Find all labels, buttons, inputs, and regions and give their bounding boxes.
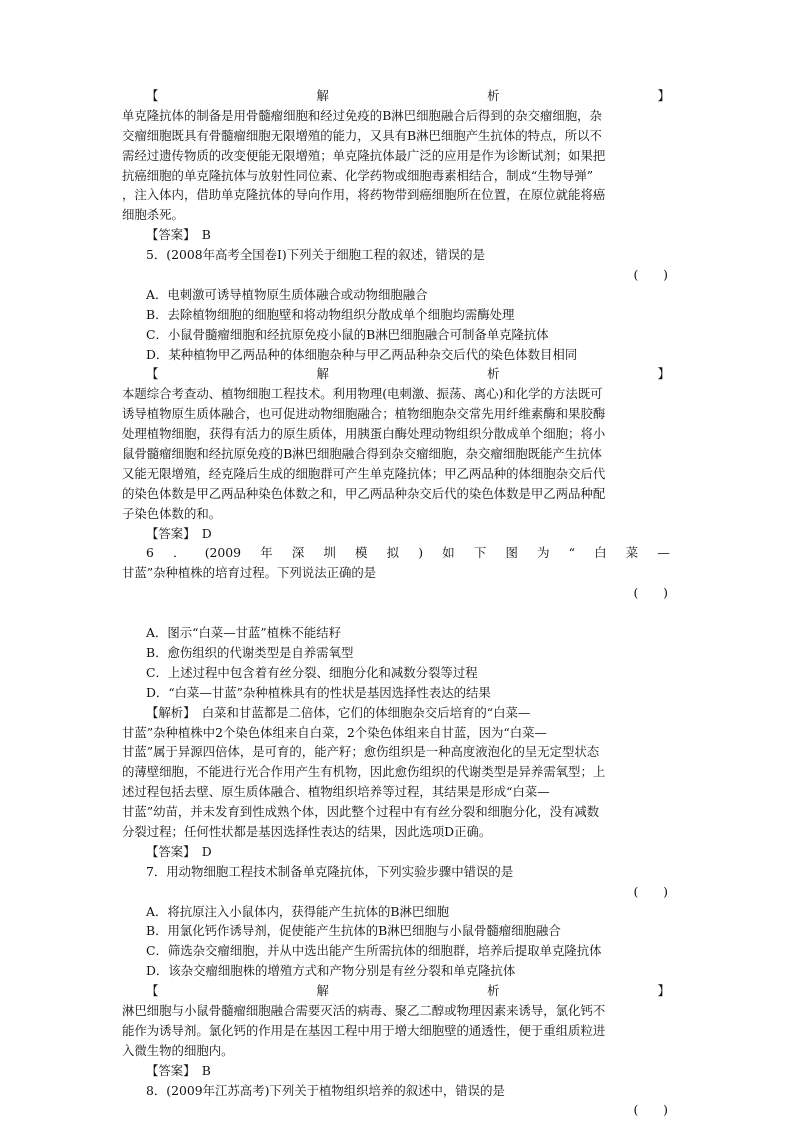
figure-space	[122, 603, 670, 623]
analysis-heading: 【 解 析 】	[146, 983, 670, 999]
document-page	[122, 86, 670, 1120]
answer-blank: ( )	[633, 267, 668, 283]
answer-blank: ( )	[633, 1102, 668, 1118]
question-7-options: A．将抗原注入小鼠体内，获得能产生抗体的B淋巴细胞 B．用氯化钙作诱导剂，促使能产生抗体的B淋巴细胞与小鼠骨髓瘤细胞融合 C．筛选杂交瘤细胞，并从中选出能产生所需抗体的细胞群，培养后提取单克隆抗体 D．该杂交瘤细胞株的增殖方式和产物分别是有丝分裂和单克隆抗体	[146, 903, 602, 979]
question-6-continued: 甘蓝”杂种植株的培育过程。下列说法正确的是	[122, 565, 377, 581]
question-5: 5．(2008年高考全国卷Ⅰ)下列关于细胞工程的叙述，错误的是	[146, 247, 485, 263]
question-7: 7．用动物细胞工程技术制备单克隆抗体，下列实验步骤中错误的是	[146, 863, 514, 879]
analysis-paragraph: 【解析】 白菜和甘蓝都是二倍体，它们的体细胞杂交后培育的“白菜— 甘蓝”杂种植株中2个染色体组来自白菜，2个染色体组来自甘蓝，因为“白菜— 甘蓝”属于异源四倍体，是可育的，能产籽；愈伤组织是一种高度液泡化的呈无定型状态 的薄壁细胞，不能进行光合作用产生有机物，因此愈伤组织的代谢类型是异养需氧型；上 述过程包括去壁、原生质体融合、植物组织培养等过程，其结果是形成“白菜— 甘蓝”幼苗，并未发育到性成熟个体，因此整个过程中有有丝分裂和细胞分化，没有减数 分裂过程；任何性状都是基因选择性表达的结果，因此选项D正确。	[122, 704, 606, 839]
answer-line: 【答案】 B	[146, 1062, 211, 1078]
analysis-paragraph: 本题综合考查动、植物细胞工程技术。利用物理(电刺激、振荡、离心)和化学的方法既可 诱导植物原生质体融合，也可促进动物细胞融合；植物细胞杂交常先用纤维素酶和果胶酶 处理植物细胞，获得有活力的原生质体，用胰蛋白酶处理动物组织分散成单个细胞；将小 鼠骨髓瘤细胞和经抗原免疫的B淋巴细胞融合得到杂交瘤细胞，杂交瘤细胞既能产生抗体 又能无限增殖，经克隆后生成的细胞群可产生单克隆抗体；甲乙两品种的体细胞杂交后代 的染色体数是甲乙两品种染色体数之和，甲乙两品种杂交后代的染色体数是甲乙两品种配 子染色体数的和。	[122, 386, 606, 521]
answer-line: 【答案】 D	[146, 525, 212, 541]
question-6: 6 ． (2009 年 深 圳 模 拟 ) 如 下 图 为 “ 白 菜 —	[146, 545, 670, 561]
analysis-heading: 【 解 析 】	[146, 88, 670, 103]
answer-line: 【答案】 B	[146, 227, 211, 243]
question-6-options: A．图示“白菜—甘蓝”植株不能结籽 B．愈伤组织的代谢类型是自养需氧型 C．上述过程中包含着有丝分裂、细胞分化和减数分裂等过程 D．“白菜—甘蓝”杂种植株具有的性状是基因选择性表达的结果	[146, 625, 491, 700]
question-8: 8．(2009年江苏高考)下列关于植物组织培养的叙述中，错误的是	[146, 1082, 505, 1098]
analysis-paragraph: 单克隆抗体的制备是用骨髓瘤细胞和经过免疫的B淋巴细胞融合后得到的杂交瘤细胞，杂 交瘤细胞既具有骨髓瘤细胞无限增殖的能力，又具有B淋巴细胞产生抗体的特点，所以不 需经过遗传物质的改变便能无限增殖；单克隆抗体最广泛的应用是作为诊断试剂；如果把 抗癌细胞的单克隆抗体与放射性同位素、化学药物或细胞毒素相结合，制成“生物导弹” ，注入体内，借助单克隆抗体的导向作用，将药物带到癌细胞所在位置，在原位就能将癌 细胞杀死。	[122, 107, 606, 223]
answer-blank: ( )	[633, 585, 668, 601]
analysis-heading: 【 解 析 】	[146, 366, 670, 382]
answer-line: 【答案】 D	[146, 843, 212, 859]
question-5-options: A．电刺激可诱导植物原生质体融合或动物细胞融合 B．去除植物细胞的细胞壁和将动物组织分散成单个细胞均需酶处理 C．小鼠骨髓瘤细胞和经抗原免疫小鼠的B淋巴细胞融合可制备单克隆抗体 D．某种植物甲乙两品种的体细胞杂种与甲乙两品种杂交后代的染色体数目相同	[146, 286, 578, 362]
answer-blank: ( )	[633, 883, 668, 899]
analysis-paragraph: 淋巴细胞与小鼠骨髓瘤细胞融合需要灭活的病毒、聚乙二醇或物理因素来诱导，氯化钙不 能作为诱导剂。氯化钙的作用是在基因工程中用于增大细胞壁的通透性，便于重组质粒进 入微生物的细胞内。	[122, 1002, 606, 1058]
